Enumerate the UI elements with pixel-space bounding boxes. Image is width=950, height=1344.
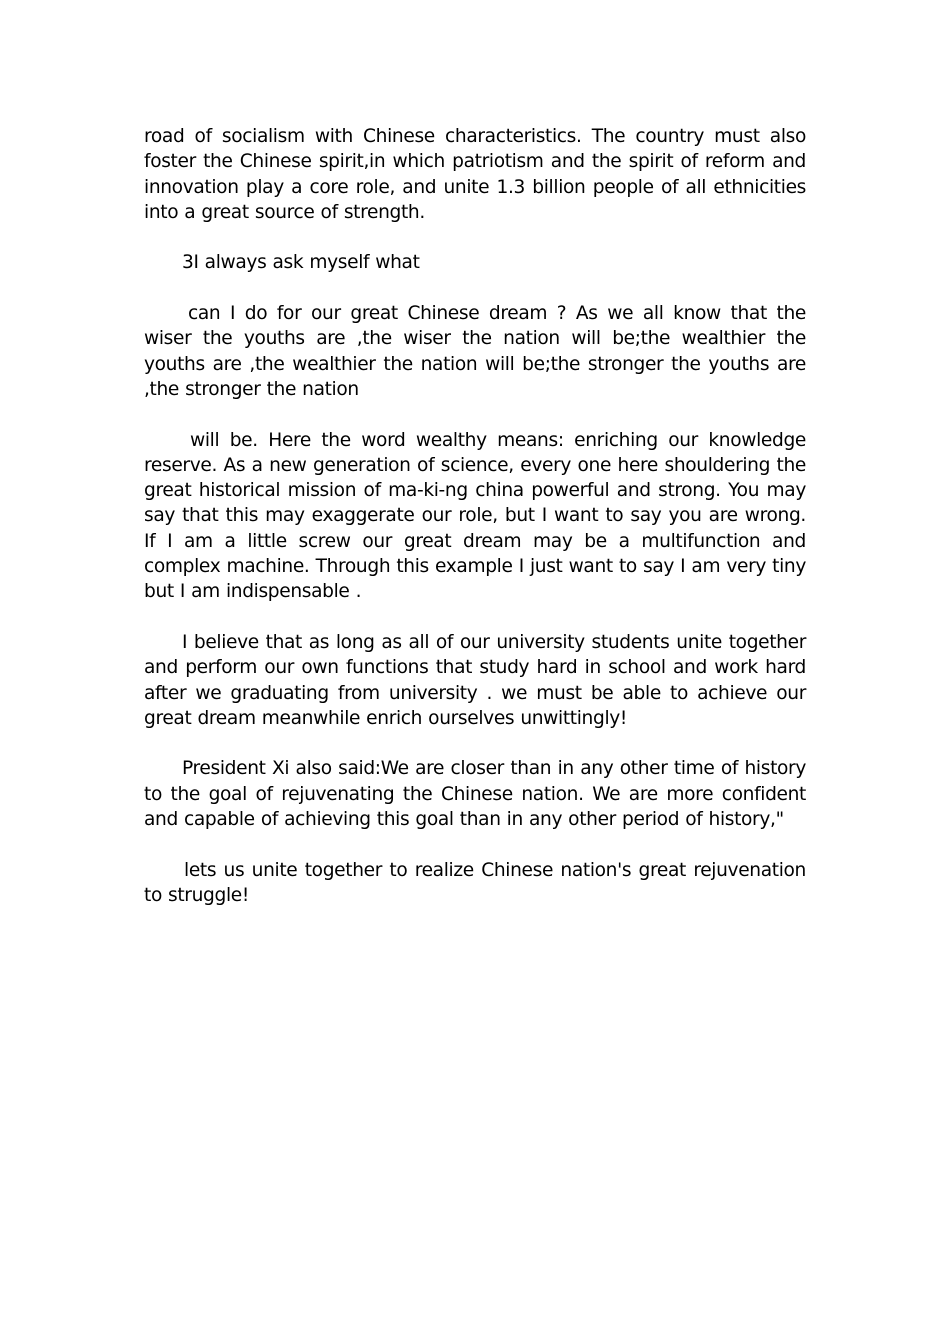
paragraph-wealthy: will be. Here the word wealthy means: enriching our knowledge reserve. As a new generation of science, every one here shouldering the great historical mission of ma-ki-ng china powerful and strong. You may say that this may exaggerate our role, but I want to say you are wrong. If I am a little screw our great dream may be a multifunction and complex machine. Through this example I just want to say I am very tiny but I am indispensable .	[144, 429, 806, 603]
paragraph-president-xi: President Xi also said:We are closer than in any other time of history to the goal of rejuvenating the Chinese nation. We are more confident and capable of achieving this goal than in any other period of history,"	[144, 758, 806, 831]
paragraph-university-students: I believe that as long as all of our university students unite together and perform our own functions that study hard in school and work hard after we graduating from university . we must be able to achieve our great dream meanwhile enrich ourselves unwittingly!	[144, 631, 806, 729]
paragraph-socialism: road of socialism with Chinese characteristics. The country must also foster the Chinese spirit,in which patriotism and the spirit of reform and innovation play a core role, and unite 1.3 billion people of all ethnicities into a great source of strength.	[144, 126, 806, 223]
paragraph-chinese-dream: can I do for our great Chinese dream ? As we all know that the wiser the youths are ,the wiser the nation will be;the wealthier the youths are ,the wealthier the nation will be;the stronger the youths are ,the stronger the nation	[144, 303, 806, 400]
document-body	[144, 124, 806, 934]
paragraph-ask-myself: 3I always ask myself what	[182, 252, 420, 274]
paragraph-unite-together: lets us unite together to realize Chinese nation's great rejuvenation to struggle!	[144, 859, 806, 906]
